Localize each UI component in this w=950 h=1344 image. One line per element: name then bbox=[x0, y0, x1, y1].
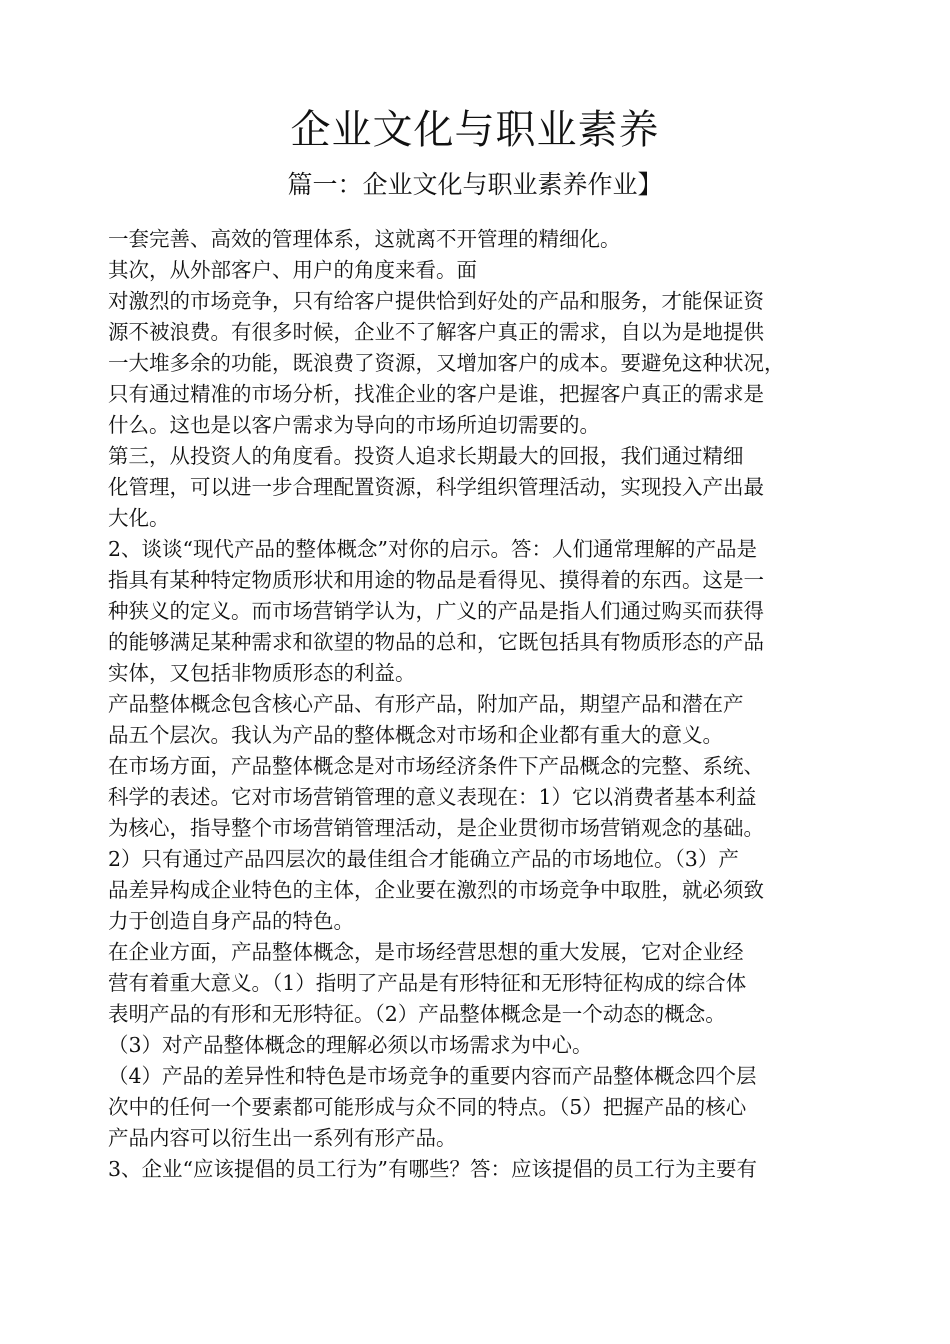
body-line: 其次，从外部客户、用户的角度来看。面 bbox=[108, 258, 477, 282]
body-line: 的能够满足某种需求和欲望的物品的总和，它既包括具有物质形态的产品 bbox=[108, 630, 764, 654]
body-line: 力于创造自身产品的特色。 bbox=[108, 909, 354, 933]
body-line: 3、企业“应该提倡的员工行为”有哪些？答：应该提倡的员工行为主要有 bbox=[108, 1157, 758, 1181]
document-title: 企业文化与职业素养 bbox=[290, 107, 660, 153]
body-line: 化管理，可以进一步合理配置资源，科学组织管理活动，实现投入产出最 bbox=[108, 475, 764, 499]
body-line: 对激烈的市场竞争，只有给客户提供恰到好处的产品和服务，才能保证资 bbox=[108, 289, 764, 313]
body-line: 品五个层次。我认为产品的整体概念对市场和企业都有重大的意义。 bbox=[108, 723, 723, 747]
body-line: 第三，从投资人的角度看。投资人追求长期最大的回报，我们通过精细 bbox=[108, 444, 744, 468]
body-line: 品差异构成企业特色的主体，企业要在激烈的市场竞争中取胜，就必须致 bbox=[108, 878, 764, 902]
body-line: 指具有某种特定物质形状和用途的物品是看得见、摸得着的东西。这是一 bbox=[108, 568, 764, 592]
body-line: 在企业方面，产品整体概念，是市场经营思想的重大发展，它对企业经 bbox=[108, 940, 744, 964]
body-line: 营有着重大意义。（1）指明了产品是有形特征和无形特征构成的综合体 bbox=[108, 971, 747, 995]
body-line: 产品内容可以衍生出一系列有形产品。 bbox=[108, 1126, 457, 1150]
body-line: 源不被浪费。有很多时候，企业不了解客户真正的需求，自以为是地提供 bbox=[108, 320, 764, 344]
body-line: 大化。 bbox=[108, 506, 170, 530]
body-line: （3）对产品整体概念的理解必须以市场需求为中心。 bbox=[108, 1033, 593, 1057]
body-line: 实体，又包括非物质形态的利益。 bbox=[108, 661, 416, 685]
body-line: 在市场方面，产品整体概念是对市场经济条件下产品概念的完整、系统、 bbox=[108, 754, 764, 778]
body-line: 2）只有通过产品四层次的最佳组合才能确立产品的市场地位。（3）产 bbox=[108, 847, 739, 871]
body-line: 科学的表述。它对市场营销管理的意义表现在：1）它以消费者基本利益 bbox=[108, 785, 757, 809]
body-line: 表明产品的有形和无形特征。（2）产品整体概念是一个动态的概念。 bbox=[108, 1002, 726, 1026]
document-subtitle: 篇一：企业文化与职业素养作业】 bbox=[287, 170, 663, 199]
body-line: 为核心，指导整个市场营销管理活动，是企业贯彻市场营销观念的基础。 bbox=[108, 816, 764, 840]
body-line: 什么。这也是以客户需求为导向的市场所迫切需要的。 bbox=[108, 413, 600, 437]
document-body bbox=[108, 224, 868, 1185]
body-line: （4）产品的差异性和特色是市场竞争的重要内容而产品整体概念四个层 bbox=[108, 1064, 757, 1088]
body-line: 一大堆多余的功能，既浪费了资源，又增加客户的成本。要避免这种状况， bbox=[108, 351, 785, 375]
body-line: 2、谈谈“现代产品的整体概念”对你的启示。答：人们通常理解的产品是 bbox=[108, 537, 758, 561]
body-line: 种狭义的定义。而市场营销学认为，广义的产品是指人们通过购买而获得 bbox=[108, 599, 764, 623]
body-line: 一套完善、高效的管理体系，这就离不开管理的精细化。 bbox=[108, 227, 621, 251]
body-line: 产品整体概念包含核心产品、有形产品，附加产品，期望产品和潜在产 bbox=[108, 692, 744, 716]
body-line: 次中的任何一个要素都可能形成与众不同的特点。（5）把握产品的核心 bbox=[108, 1095, 747, 1119]
body-line: 只有通过精准的市场分析，找准企业的客户是谁，把握客户真正的需求是 bbox=[108, 382, 764, 406]
